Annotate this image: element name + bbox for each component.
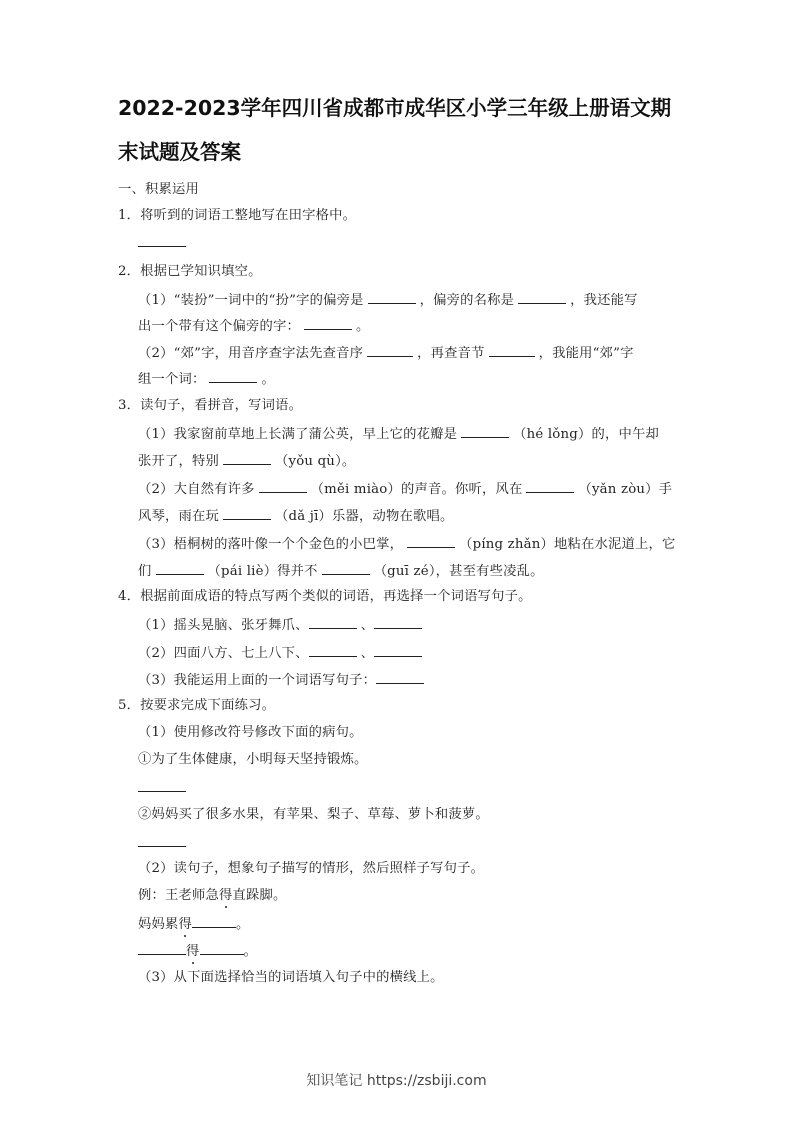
answer-blank (489, 342, 535, 357)
separator: 、 (360, 646, 375, 661)
answer-blank (223, 505, 271, 520)
q5-part2: （2）读句子，想象句子描写的情形，然后照样子写句子。 (138, 861, 485, 876)
q2-part2-line2 (138, 368, 275, 390)
q5-part1: （1）使用修改符号修改下面的病句。 (138, 725, 363, 740)
q2-p2-text-c: ，我能用“郊”字 (538, 346, 634, 361)
period: 。 (243, 944, 257, 959)
q4-p2-text: （2）四面八方、七上八下、 (138, 646, 309, 661)
q4-p1-text: （1）摇头晃脑、张牙舞爪、 (138, 618, 309, 633)
period: 。 (236, 917, 250, 932)
q2-p1-text-a: （1）“装扮”一词中的“扮”字的偏旁是 (138, 293, 364, 308)
separator: 、 (360, 618, 375, 633)
q3-p3-text-c: 们 (138, 564, 152, 579)
q3-part1-line1 (138, 423, 659, 445)
q4-p3-text: （3）我能运用上面的一个词语写句子： (138, 673, 377, 688)
q2-p2-text-e: 。 (261, 372, 275, 387)
q3-p2-text-e: （dǎ jī）乐器，动物在歌唱。 (274, 509, 454, 524)
answer-blank (209, 368, 257, 383)
q3-p3-text-b: （píng zhǎn）地粘在水泥道上，它 (459, 537, 676, 552)
answer-blank (304, 315, 352, 330)
q3-part2-line2 (138, 505, 454, 527)
q2-p2-text-b: ，再查音节 (417, 346, 485, 361)
mom-text: 妈妈累 (138, 917, 179, 932)
q3-part2-line1 (138, 478, 672, 500)
answer-blank (461, 423, 509, 438)
answer-blank (374, 614, 422, 629)
q5-example (138, 886, 286, 906)
q2-part2-line1 (138, 342, 634, 364)
question-5: 5．按要求完成下面练习。 (118, 698, 276, 713)
q3-p1-text-c: 张开了，特别 (138, 454, 219, 469)
q5-sentence-1: ①为了生体健康，小明每天坚持锻炼。 (138, 752, 368, 767)
example-de: 得 (218, 888, 233, 903)
question-4: 4．根据前面成语的特点写两个类似的词语，再选择一个词语写句子。 (118, 589, 532, 604)
question-1: 1．将听到的词语工整地写在田字格中。 (118, 208, 357, 223)
answer-blank (309, 642, 357, 657)
q5-free-sentence (138, 940, 257, 962)
q3-part1-line2 (138, 450, 355, 472)
document-title (118, 86, 698, 174)
question-2: 2．根据已学知识填空。 (118, 264, 262, 279)
q2-p1-text-d: 出一个带有这个偏旁的字： (138, 319, 300, 334)
q2-p1-text-c: ，我还能写 (570, 293, 638, 308)
title-line-1: 2022-2023学年四川省成都市成华区小学三年级上册语文期 (118, 96, 672, 120)
q3-p2-text-d: 风琴，雨在玩 (138, 509, 219, 524)
question-3: 3．读句子，看拼音，写词语。 (118, 398, 303, 413)
q3-part3-line1 (138, 533, 676, 555)
answer-blank (518, 289, 566, 304)
q2-p1-text-b: ，偏旁的名称是 (419, 293, 515, 308)
answer-blank (322, 560, 370, 575)
q4-part3 (138, 669, 428, 691)
answer-blank (374, 642, 422, 657)
q3-p3-text-a: （3）梧桐树的落叶像一个个金色的小巴掌， (138, 537, 404, 552)
q5-part3: （3）从下面选择恰当的词语填入句子中的横线上。 (138, 970, 444, 985)
q3-p2-text-b: （měi miào）的声音。你听，风在 (310, 482, 523, 497)
footer-watermark: 知识笔记 https://zsbiji.com (306, 1073, 487, 1089)
q4-part1 (138, 614, 426, 636)
q2-p1-text-e: 。 (355, 319, 370, 334)
example-text-a: 例：王老师急 (138, 888, 219, 903)
q3-p1-text-b: （hé lǒng）的，中午却 (513, 427, 659, 442)
q2-p2-text-a: （2）“郊”字，用音序查字法先查音序 (138, 346, 364, 361)
answer-blank (526, 478, 574, 493)
answer-blank (200, 940, 244, 955)
answer-blank (368, 289, 416, 304)
q5-sentence-2: ②妈妈买了很多水果，有苹果、梨子、草莓、萝卜和菠萝。 (138, 807, 489, 822)
q4-part2 (138, 642, 426, 664)
free-de: 得 (186, 944, 200, 959)
section-heading: 一、积累运用 (118, 182, 199, 197)
answer-blank (376, 669, 424, 684)
q3-p1-text-d: （yǒu qù）。 (274, 454, 356, 469)
answer-blank (309, 614, 357, 629)
q2-p2-text-d: 组一个词： (138, 372, 206, 387)
example-text-b: 直跺脚。 (232, 888, 287, 903)
answer-blank (138, 940, 186, 955)
q2-part1-line2 (138, 315, 369, 337)
answer-blank (259, 478, 307, 493)
q5-mom-sentence (138, 913, 250, 935)
answer-blank (156, 560, 204, 575)
title-line-2: 末试题及答案 (118, 140, 241, 164)
q3-p2-text-a: （2）大自然有许多 (138, 482, 255, 497)
q3-part3-line2 (138, 560, 544, 582)
q1-answer-blank (138, 232, 186, 254)
answer-blank (192, 913, 236, 928)
answer-blank (223, 450, 271, 465)
q5-s2-blank (138, 832, 186, 854)
q3-p3-text-e: （guī zé），甚至有些凌乱。 (373, 564, 544, 579)
answer-blank (367, 342, 413, 357)
q3-p2-text-c: （yǎn zòu）手 (578, 482, 673, 497)
q3-p1-text-a: （1）我家窗前草地上长满了蒲公英，早上它的花瓣是 (138, 427, 458, 442)
q2-part1-line1 (138, 289, 638, 311)
q3-p3-text-d: （pái liè）得并不 (207, 564, 318, 579)
mom-de: 得 (178, 917, 192, 932)
answer-blank (407, 533, 455, 548)
q5-s1-blank (138, 777, 186, 799)
